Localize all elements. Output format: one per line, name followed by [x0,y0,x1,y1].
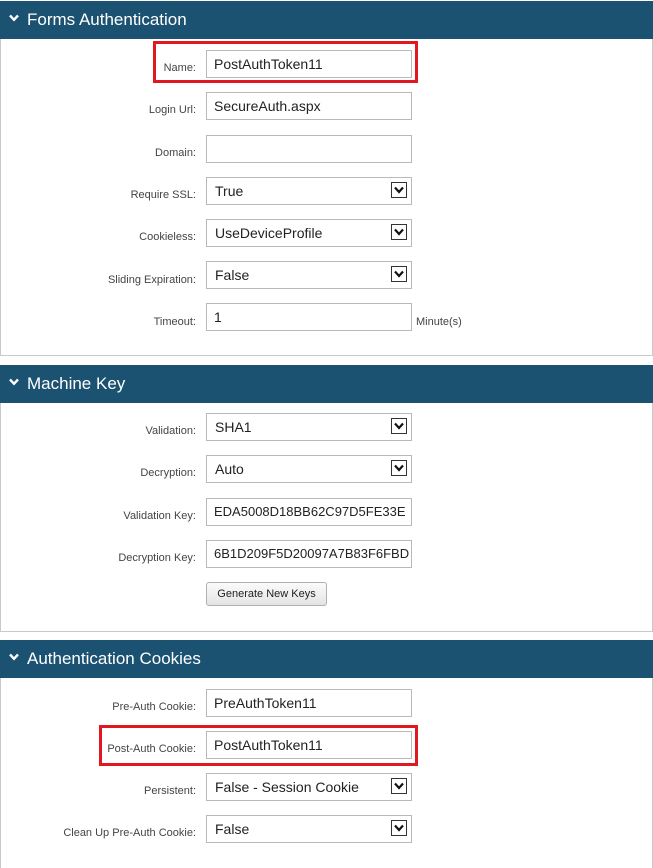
chevron-down-icon [9,14,19,22]
login-url-label: Login Url: [148,104,196,116]
sliding-expiration-value: False [215,267,250,283]
decryption-key-input[interactable]: 6B1D209F5D20097A7B83F6FBD [206,540,412,568]
pre-auth-cookie-input[interactable]: PreAuthToken11 [206,689,412,717]
login-url-input[interactable]: SecureAuth.aspx [206,92,412,120]
validation-key-label: Validation Key: [123,510,196,522]
pre-auth-cookie-label: Pre-Auth Cookie: [112,701,196,713]
timeout-unit: Minute(s) [416,316,462,328]
cleanup-pre-auth-cookie-label: Clean Up Pre-Auth Cookie: [63,827,196,839]
cookieless-label: Cookieless: [139,231,196,243]
post-auth-cookie-highlight [99,725,418,766]
cookieless-value: UseDeviceProfile [215,225,323,241]
persistent-label: Persistent: [144,785,196,797]
chevron-down-icon[interactable] [391,778,407,794]
persistent-value: False - Session Cookie [215,779,359,795]
chevron-down-icon [9,378,19,386]
validation-value: SHA1 [215,419,252,435]
section-title: Authentication Cookies [27,649,201,668]
name-input[interactable]: PostAuthToken11 [206,50,412,78]
chevron-down-icon [9,653,19,661]
chevron-down-icon[interactable] [391,224,407,240]
section-title: Forms Authentication [27,10,187,29]
section-title: Machine Key [27,374,126,393]
post-auth-cookie-input[interactable]: PostAuthToken11 [206,731,412,759]
chevron-down-icon[interactable] [391,418,407,434]
decryption-select[interactable] [206,455,412,483]
sliding-expiration-select[interactable] [206,261,412,289]
machine-key-section [0,365,653,632]
chevron-down-icon[interactable] [391,182,407,198]
require-ssl-select[interactable] [206,177,412,205]
machine-key-header[interactable] [0,365,653,403]
domain-label: Domain: [155,147,196,159]
name-label: Name: [163,62,196,74]
post-auth-cookie-label: Post-Auth Cookie: [107,743,196,755]
require-ssl-value: True [215,183,244,199]
require-ssl-label: Require SSL: [130,189,196,201]
validation-select[interactable] [206,413,412,441]
chevron-down-icon[interactable] [391,266,407,282]
persistent-select[interactable] [206,773,412,801]
timeout-label: Timeout: [153,316,196,328]
forms-authentication-header[interactable] [0,1,653,39]
name-highlight [153,41,418,83]
decryption-value: Auto [215,461,244,477]
authentication-cookies-header[interactable] [0,640,653,678]
cleanup-pre-auth-cookie-select[interactable] [206,815,412,843]
generate-new-keys-button[interactable]: Generate New Keys [206,582,327,606]
timeout-input[interactable]: 1 [206,303,412,331]
decryption-key-label: Decryption Key: [118,552,196,564]
cleanup-pre-auth-cookie-value: False [215,821,250,837]
sliding-expiration-label: Sliding Expiration: [107,274,196,286]
validation-key-input[interactable]: EDA5008D18BB62C97D5FE33E [206,498,412,526]
chevron-down-icon[interactable] [391,820,407,836]
domain-input[interactable] [206,135,412,163]
cookieless-select[interactable] [206,219,412,247]
decryption-label: Decryption: [140,467,196,479]
chevron-down-icon[interactable] [391,460,407,476]
validation-label: Validation: [145,425,196,437]
